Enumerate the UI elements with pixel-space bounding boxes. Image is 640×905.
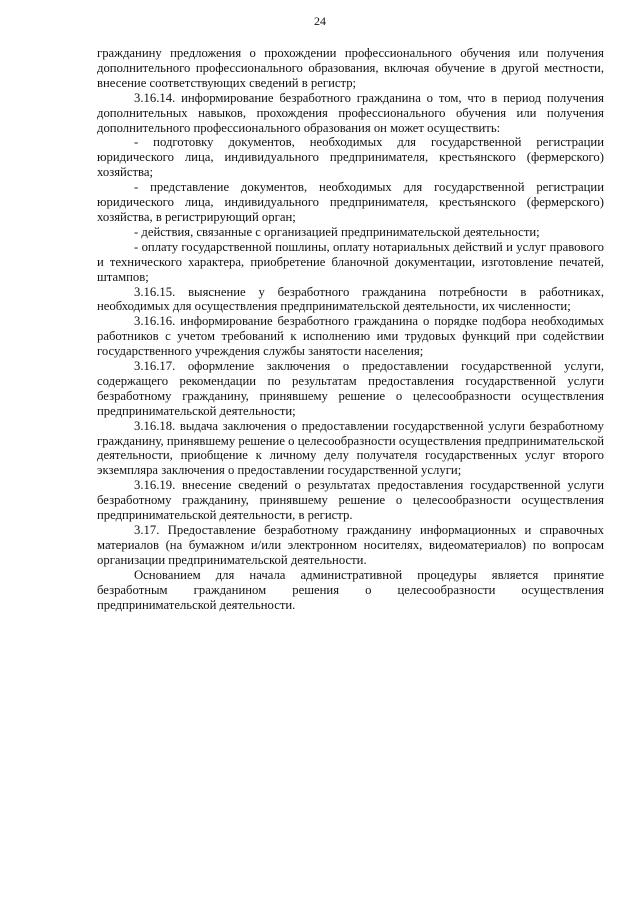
list-item: - подготовку документов, необходимых для государственной регистрации юридического лица, индивидуального предпринимателя, крестьянского (фермерского) хозяйства; [97,135,604,180]
document-body [97,46,604,612]
paragraph-3-16-18: 3.16.18. выдача заключения о предоставлении государственной услуги безработному гражданину, принявшему решение о целесообразности осуществления предпринимательской деятельности, приобщение к личному делу получателя государственных услуг второго экземпляра заключения о предоставлении государственной услуги; [97,418,604,478]
paragraph-3-16-14: 3.16.14. информирование безработного гражданина о том, что в период получения дополнительных навыков, прохождения профессионального обучения или получения дополнительного профессионального образования он может осуществить: [97,90,604,135]
list-item: - оплату государственной пошлины, оплату нотариальных действий и услуг правового и технического характера, приобретение бланочной документации, изготовление печатей, штампов; [97,239,604,284]
paragraph-3-16-19: 3.16.19. внесение сведений о результатах предоставления государственной услуги безработному гражданину, принявшему решение о целесообразности осуществления предпринимательской деятельности, в регистр. [97,478,604,523]
list-item: - представление документов, необходимых для государственной регистрации юридического лица, индивидуального предпринимателя, крестьянского (фермерского) хозяйства, в регистрирующий орган; [97,180,604,224]
paragraph-3-16-16: 3.16.16. информирование безработного гражданина о порядке подбора необходимых работников с учетом требований к исполнению ими трудовых функций при содействии государственного учреждения службы занятости населения; [97,314,604,359]
paragraph-3-16-15: 3.16.15. выяснение у безработного гражданина потребности в работниках, необходимых для осуществления предпринимательской деятельности, их численности; [97,284,604,314]
list-item: - действия, связанные с организацией предпринимательской деятельности; [134,224,540,239]
paragraph-basis: Основанием для начала административной процедуры является принятие безработным гражданином решения о целесообразности осуществления предпринимательской деятельности. [97,567,604,612]
page-number: 24 [314,14,326,28]
paragraph-3-17: 3.17. Предоставление безработному гражданину информационных и справочных материалов (на бумажном и/или электронном носителях, видеоматериалов) по вопросам организации предпринимательской деятельности. [97,523,604,567]
paragraph-continuation: гражданину предложения о прохождении профессионального обучения или получения дополнительного профессионального образования, включая обучение в другой местности, внесение соответствующих сведений в регистр; [97,46,604,90]
paragraph-3-16-17: 3.16.17. оформление заключения о предоставлении государственной услуги, содержащего рекомендации по результатам предоставления государственной услуги безработному гражданину, принявшему решение о целесообразности осуществления предпринимательской деятельности; [97,359,604,418]
